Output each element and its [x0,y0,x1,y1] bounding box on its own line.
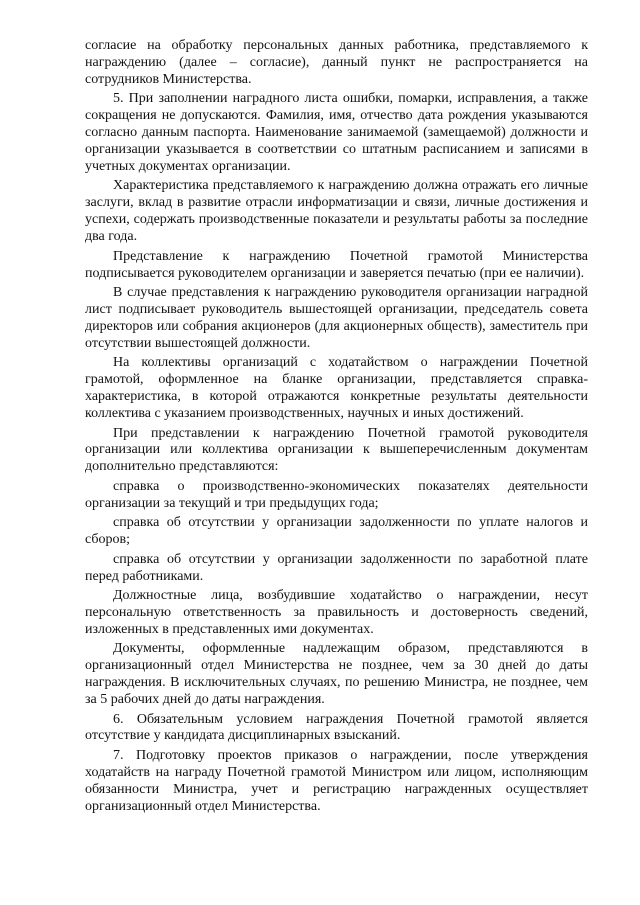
paragraph-signing: Представление к награждению Почетной грамотой Министерства подписывается руководителем организации и заверяется печатью (при ее наличии). [85,248,588,281]
list-item-tax-certificate: справка об отсутствии у организации задолженности по уплате налогов и сборов; [85,515,588,548]
paragraph-item-6: 6. Обязательным условием награждения Почетной грамотой является отсутствие у кандидата дисциплинарных взысканий. [85,711,588,744]
document-body [85,38,588,818]
paragraph-item-5: 5. При заполнении наградного листа ошибки, помарки, исправления, а также сокращения не допускаются. Фамилия, имя, отчество дата рождения указываются согласно данным паспорта. Наименование занимаемой (замещаемой) должности и организации указывается в соответствии со штатным расписанием и записями в учетных документах организации. [85,91,588,174]
paragraph-characteristic: Характеристика представляемого к награждению должна отражать его личные заслуги, вклад в развитие отрасли информатизации и связи, личные достижения и успехи, содержать производственные показатели и результаты работы за последние два года. [85,178,588,245]
paragraph-head-nomination: В случае представления к награждению руководителя организации наградной лист подписывает руководитель вышестоящей организации, председатель совета директоров или собрания акционеров (для акционерных обществ), заместитель при отсутствии вышестоящей должности. [85,285,588,351]
paragraph-deadlines: Документы, оформленные надлежащим образом, представляются в организационный отдел Министерства не позднее, чем за 30 дней до даты награждения. В исключительных случаях, по решению Министра, не позднее, чем за 5 рабочих дней до даты награждения. [85,641,588,708]
paragraph-additional-docs: При представлении к награждению Почетной грамотой руководителя организации или коллектива организации к вышеперечисленным документам дополнительно представляются: [85,425,588,475]
list-item-salary-certificate: справка об отсутствии у организации задолженности по заработной плате перед работниками. [85,551,588,584]
paragraph-consent-continuation: согласие на обработку персональных данных работника, представляемого к награждению (далее – согласие), данный пункт не распространяется на сотрудников Министерства. [85,38,588,87]
paragraph-collectives: На коллективы организаций с ходатайством о награждении Почетной грамотой, оформленное на бланке организации, представляется справка-характеристика, в которой отражаются конкретные результаты деятельности коллектива с указанием производственных, научных и иных достижений. [85,355,588,421]
paragraph-responsibility: Должностные лица, возбудившие ходатайство о награждении, несут персональную ответственность за правильность и достоверность сведений, изложенных в представленных ими документах. [85,588,588,637]
paragraph-item-7: 7. Подготовку проектов приказов о награждении, после утверждения ходатайств на награду Почетной грамотой Министром или лицом, исполняющим обязанности Министра, учет и регистрацию награжденных осуществляет организационный отдел Министерства. [85,747,588,814]
list-item-economic-certificate: справка о производственно-экономических показателях деятельности организации за текущий и три предыдущих года; [85,478,588,511]
